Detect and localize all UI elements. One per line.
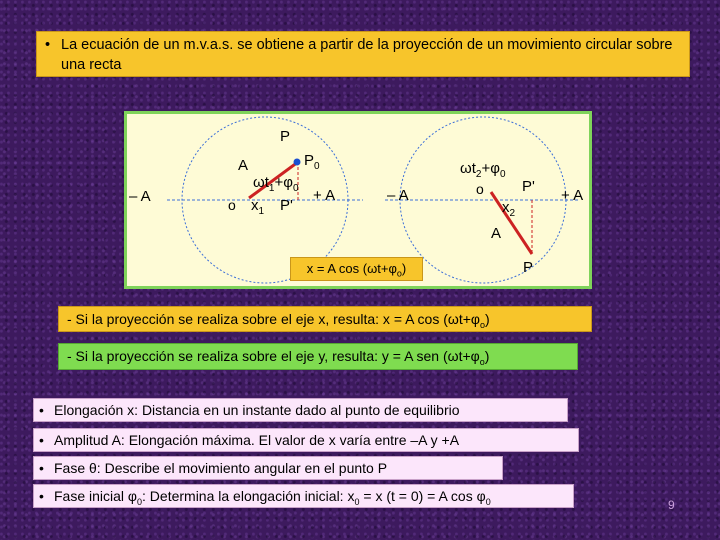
label-neg-a-left: – A <box>129 188 151 205</box>
label-p-right: P <box>523 259 534 276</box>
label-p-prime-left: P' <box>280 197 293 214</box>
page-number: 9 <box>668 498 675 512</box>
label-p-left: P <box>280 128 291 145</box>
projection-x-statement: - Si la proyección se realiza sobre el eje x, resulta: x = A $\cos (\omega t+\varphi_o)$ <box>58 306 592 332</box>
label-x2: $x_2$ <box>502 199 516 219</box>
intro-statement <box>36 31 690 77</box>
definition-amplitude: • Amplitud A: Elongación máxima. El valor de x varía entre –A y +A <box>33 428 579 452</box>
label-p0: $P_0$ <box>304 152 320 172</box>
bullet-icon: • <box>39 460 44 476</box>
definition-phase: • Fase θ: Describe el movimiento angular en el punto P <box>33 456 503 480</box>
point-p0-marker <box>294 159 301 166</box>
bullet-icon: • <box>45 37 51 53</box>
bullet-icon: • <box>39 488 44 504</box>
label-phase-left: $\omega t_1+\varphi_0$ <box>253 174 299 194</box>
label-pos-a-left: + A <box>313 187 336 204</box>
bullet-icon: • <box>39 432 44 448</box>
label-neg-a-right: – A <box>387 187 409 204</box>
circular-projection-diagram <box>124 111 592 289</box>
intro-text: La ecuación de un m.v.a.s. se obtiene a partir de la proyección de un movimiento circular sobre una recta <box>61 37 673 73</box>
bullet-icon: • <box>39 402 44 418</box>
label-pos-a-right: + A <box>561 187 584 204</box>
label-a-left: A <box>238 157 249 174</box>
label-x1: $x_1$ <box>251 197 265 217</box>
label-a-right: A <box>491 225 502 242</box>
label-origin-left: o <box>228 197 236 213</box>
label-phase-right: $\omega t_2+\varphi_0$ <box>460 160 506 180</box>
label-origin-right: o <box>476 181 484 197</box>
formula-box: x = A $\cos (\omega t+\varphi_o)$ <box>290 257 423 281</box>
projection-y-statement: - Si la proyección se realiza sobre el eje y, resulta: y = A sen $(\omega t+\varphi_o)$ <box>58 343 578 370</box>
definition-initial-phase: • Fase inicial $\varphi_0$: Determina la elongación inicial: $x_0 = x$ (t = 0) = A $\cos \varphi_0$ <box>33 484 574 508</box>
label-p-prime-right: P' <box>522 178 535 195</box>
definition-elongation: • Elongación x: Distancia en un instante dado al punto de equilibrio <box>33 398 568 422</box>
